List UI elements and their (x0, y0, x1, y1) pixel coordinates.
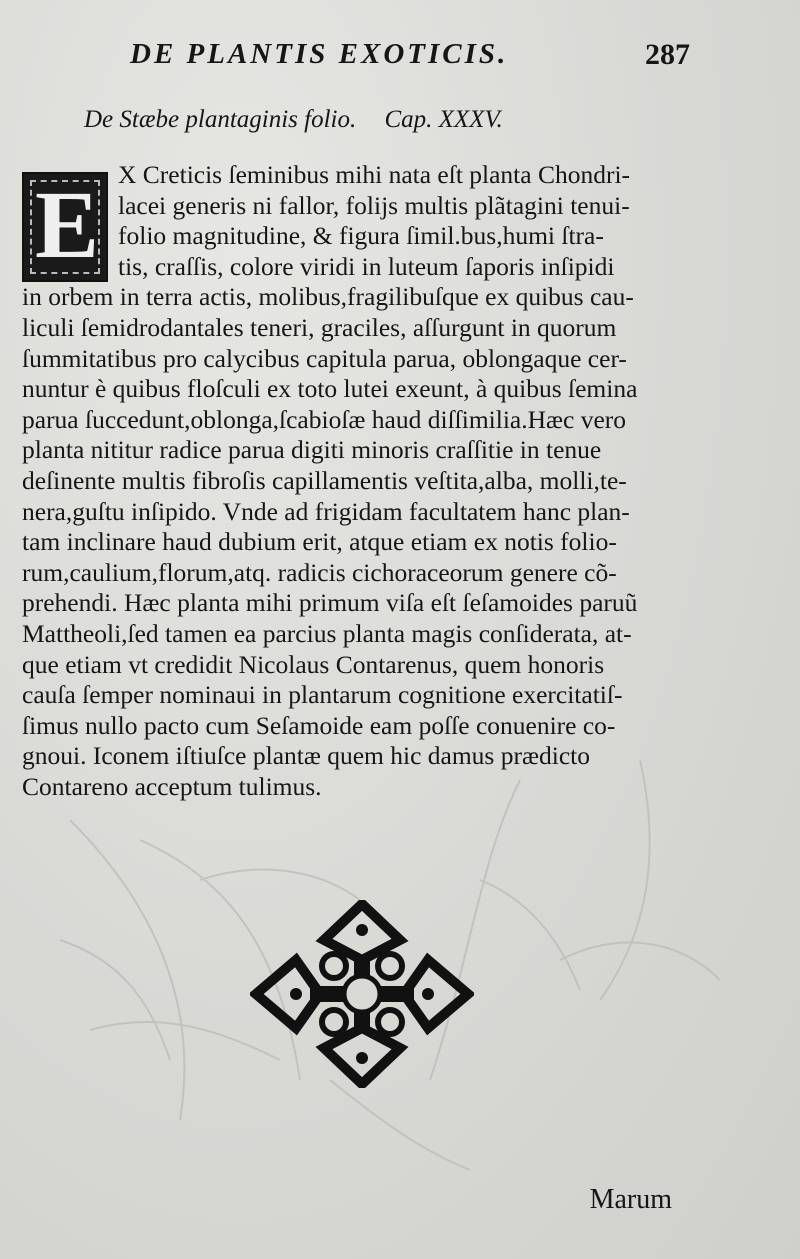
text-line: tam inclinare haud dubium erit, atque etiam ex notis folio- (22, 527, 617, 557)
text-line: Contareno acceptum tulimus. (22, 771, 322, 801)
chapter-title: De Stæbe plantaginis folio. (84, 106, 357, 133)
text-line: planta nititur radice parua digiti minoris craſſitie in tenue (22, 435, 602, 465)
catchword: Marum (589, 1184, 672, 1215)
text-line: prehendi. Hæc planta mihi primum viſa eſt ſeſamoides paruũ (22, 588, 638, 618)
text-line: nuntur è quibus floſculi ex toto lutei exeunt, à quibus ſemina (22, 374, 638, 404)
text-line: nera,guſtu inſipido. Vnde ad frigidam facultatem hanc plan- (22, 496, 630, 526)
initial-letter: E (34, 171, 100, 278)
running-title: DE PLANTIS EXOTICIS. (130, 38, 509, 70)
running-header (130, 34, 690, 82)
text-line: ſimus nullo pacto cum Seſamoide eam poſſe conuenire co- (22, 710, 616, 740)
text-line: parua ſuccedunt,oblonga,ſcabioſæ haud diſſimilia.Hæc vero (22, 404, 627, 434)
text-line: que etiam vt credidit Nicolaus Contarenus, quem honoris (22, 649, 605, 679)
text-line: lacei generis ni fallor, folijs multis plãtagini tenui- (118, 190, 630, 220)
text-line: gnoui. Iconem iſtiuſce plantæ quem hic damus prædicto (22, 741, 590, 771)
body-text (22, 160, 702, 802)
fleuron-ornament (250, 900, 474, 1088)
chapter-number: Cap. XXXV. (384, 106, 503, 133)
text-line: folio magnitudine, & figura ſimil.bus,humi ſtra- (118, 221, 604, 251)
text-line: liculi ſemidrodantales teneri, graciles, aſſurgunt in quorum (22, 312, 617, 342)
text-line: cauſa ſemper nominaui in plantarum cognitione exercitatiſ- (22, 680, 623, 710)
text-line: Mattheoli,ſed tamen ea parcius planta magis conſiderata, at- (22, 618, 632, 648)
text-line: rum,caulium,florum,atq. radicis cichoraceorum genere cõ- (22, 557, 617, 587)
text-line: tis, craſſis, colore viridi in luteum ſaporis inſipidi (118, 251, 615, 281)
text-line: in orbem in terra actis, molibus,fragilibuſque ex quibus cau- (22, 282, 634, 312)
text-line: X Creticis ſeminibus mihi nata eſt planta Chondri- (118, 160, 631, 189)
text-line: deſinente multis fibroſis capillamentis veſtita,alba, molli,te- (22, 465, 627, 495)
chapter-heading (84, 106, 644, 134)
text-line: ſummitatibus pro calycibus capitula parua, oblongaque cer- (22, 343, 627, 373)
page-number: 287 (645, 38, 690, 71)
